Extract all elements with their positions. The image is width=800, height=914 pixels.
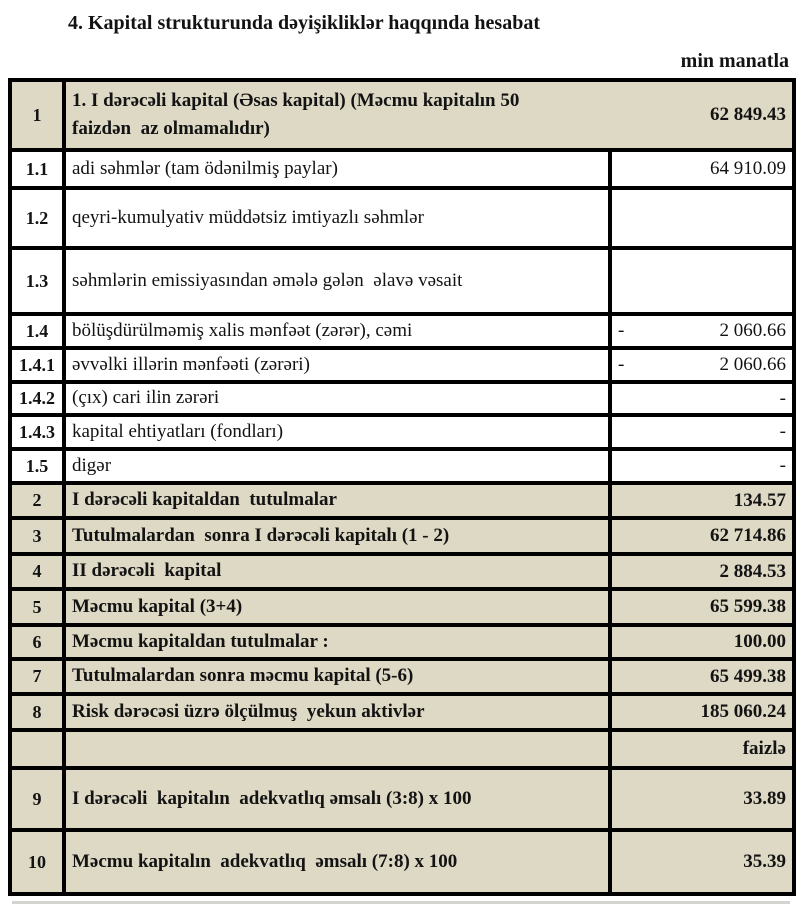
row-label-cell: kapital ehtiyatları (fondları) <box>64 415 610 449</box>
row-label-cell: Məcmu kapital (3+4) <box>64 589 610 625</box>
row-label-cell: I dərəcəli kapitaldan tutulmalar <box>64 483 610 518</box>
row-label-cell: Risk dərəcəsi üzrə ölçülmuş yekun aktivlər <box>64 694 610 730</box>
row-label-cell: I dərəcəli kapitalın adekvatlıq əmsalı (3:8) x 100 <box>64 768 610 830</box>
row-number-cell: 5 <box>10 589 64 625</box>
row-value-cell: 2 884.53 <box>610 554 794 589</box>
table-row <box>10 589 794 625</box>
table-row <box>10 449 794 483</box>
table-row <box>10 382 794 415</box>
table-row <box>10 518 794 554</box>
row-value-cell: 65 599.38 <box>610 589 794 625</box>
row-label-cell: əvvəlki illərin mənfəəti (zərəri) <box>64 348 610 382</box>
row-value-cell <box>610 248 794 314</box>
minus-sign: - <box>618 354 625 375</box>
table-row <box>10 348 794 382</box>
row-value-cell: 64 910.09 <box>610 150 794 188</box>
row-value: 2 060.66 <box>719 354 786 375</box>
row-number-cell: 9 <box>10 768 64 830</box>
row-number-cell: 1.4.2 <box>10 382 64 415</box>
row-number-cell: 8 <box>10 694 64 730</box>
report-title: 4. Kapital strukturunda dəyişikliklər haqqında hesabat <box>68 12 540 34</box>
row-label-value-merged-cell <box>64 80 794 150</box>
table-row <box>10 80 794 150</box>
row-value-cell: 185 060.24 <box>610 694 794 730</box>
negative-value-content <box>618 354 786 376</box>
table-row <box>10 659 794 694</box>
row-value-cell: - <box>610 382 794 415</box>
row-number-cell: 1.5 <box>10 449 64 483</box>
row-value-cell: 65 499.38 <box>610 659 794 694</box>
table-row <box>10 625 794 659</box>
row-number-cell: 7 <box>10 659 64 694</box>
row-number-cell: 10 <box>10 830 64 894</box>
row-number-cell: 1.4 <box>10 314 64 348</box>
table-row <box>10 483 794 518</box>
table-row <box>10 314 794 348</box>
unit-label: min manatla <box>680 50 789 72</box>
row-value-cell <box>610 314 794 348</box>
row-value-cell: 35.39 <box>610 830 794 894</box>
table-row <box>10 768 794 830</box>
row-number-cell: 1.4.3 <box>10 415 64 449</box>
table-row <box>10 830 794 894</box>
row-value-cell <box>610 188 794 248</box>
row-number-cell: 1.2 <box>10 188 64 248</box>
table-row <box>10 554 794 589</box>
table-row <box>10 188 794 248</box>
row-number-cell: 4 <box>10 554 64 589</box>
row-number-cell <box>10 730 64 768</box>
minus-sign: - <box>618 320 625 341</box>
row-value-cell: faizlə <box>610 730 794 768</box>
row-number-cell: 6 <box>10 625 64 659</box>
table-row <box>10 694 794 730</box>
row-value: 2 060.66 <box>719 320 786 341</box>
row-label-cell: digər <box>64 449 610 483</box>
row-label-cell: Məcmu kapitalın adekvatlıq əmsalı (7:8) x 100 <box>64 830 610 894</box>
row-label-cell: səhmlərin emissiyasından əmələ gələn əlavə vəsait <box>64 248 610 314</box>
table-row <box>10 415 794 449</box>
row-label-cell: bölüşdürülməmiş xalis mənfəət (zərər), cəmi <box>64 314 610 348</box>
table-body <box>10 80 794 894</box>
row-number-cell: 1.3 <box>10 248 64 314</box>
negative-value-content <box>618 320 786 342</box>
row-label-cell <box>64 730 610 768</box>
row-number-cell: 3 <box>10 518 64 554</box>
merged-cell-content <box>72 87 786 142</box>
row-value-cell <box>610 348 794 382</box>
row-number-cell: 1 <box>10 80 64 150</box>
row-label-cell: II dərəcəli kapital <box>64 554 610 589</box>
table-row <box>10 248 794 314</box>
row-label-cell: Tutulmalardan sonra məcmu kapital (5-6) <box>64 659 610 694</box>
row-number-cell: 1.4.1 <box>10 348 64 382</box>
scan-shadow-line <box>12 901 790 904</box>
row-label: 1. I dərəcəli kapital (Əsas kapital) (Məcmu kapitalın 50 faizdən az olmamalıdır) <box>72 90 525 139</box>
row-value-cell: 100.00 <box>610 625 794 659</box>
table-row <box>10 150 794 188</box>
row-value: 62 849.43 <box>710 103 786 125</box>
row-label-cell: qeyri-kumulyativ müddətsiz imtiyazlı səhmlər <box>64 188 610 248</box>
row-value-cell: 62 714.86 <box>610 518 794 554</box>
row-value-cell: 33.89 <box>610 768 794 830</box>
row-number-cell: 1.1 <box>10 150 64 188</box>
row-value-cell: 134.57 <box>610 483 794 518</box>
capital-structure-table <box>8 78 796 896</box>
row-value-cell: - <box>610 415 794 449</box>
row-label-cell: Məcmu kapitaldan tutulmalar : <box>64 625 610 659</box>
row-label-cell: Tutulmalardan sonra I dərəcəli kapitalı (1 - 2) <box>64 518 610 554</box>
row-number-cell: 2 <box>10 483 64 518</box>
row-label-cell: adi səhmlər (tam ödənilmiş paylar) <box>64 150 610 188</box>
row-value-cell: - <box>610 449 794 483</box>
table-row <box>10 730 794 768</box>
row-label-cell: (çıx) cari ilin zərəri <box>64 382 610 415</box>
